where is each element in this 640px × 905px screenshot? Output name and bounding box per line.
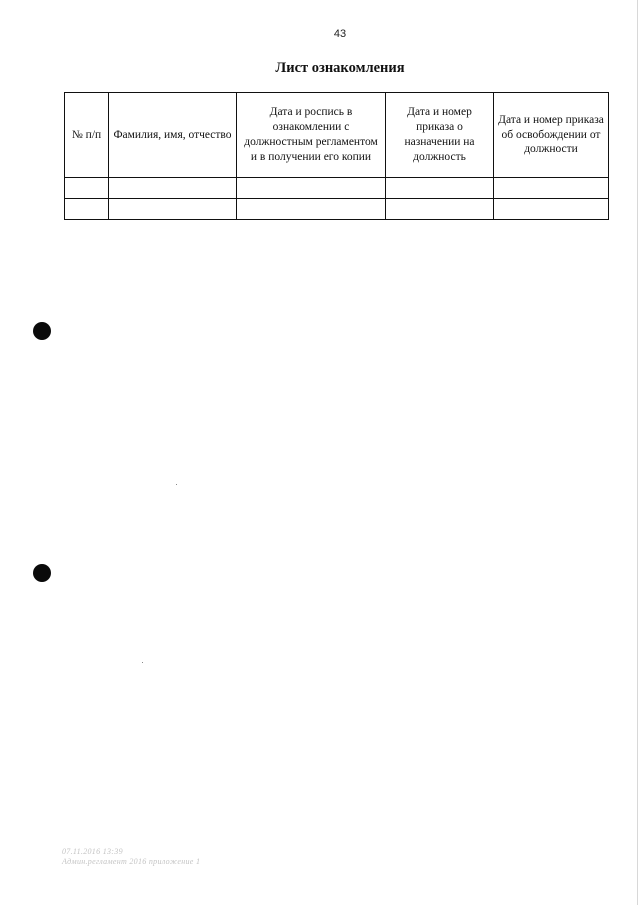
page-title: Лист ознакомления — [275, 60, 405, 76]
scan-speck — [142, 662, 143, 663]
page-edge — [637, 0, 638, 905]
table-cell — [237, 199, 386, 220]
table-cell — [109, 199, 237, 220]
header-full-name: Фамилия, имя, отчество — [109, 93, 237, 178]
table-header-row — [65, 93, 609, 178]
table-row — [65, 178, 609, 199]
header-signature-date: Дата и роспись в ознакомлении с должностным регламентом и в получении его копии — [237, 93, 386, 178]
table-cell — [494, 178, 609, 199]
scan-stamp-line: Админ.регламент 2016 приложение 1 — [62, 857, 201, 866]
scan-speck — [176, 484, 177, 485]
table-cell — [494, 199, 609, 220]
table-cell — [65, 199, 109, 220]
scan-stamp-line: 07.11.2016 13:39 — [62, 847, 123, 856]
table-cell — [386, 199, 494, 220]
acknowledgement-table — [64, 92, 609, 220]
table-cell — [386, 178, 494, 199]
table-cell — [237, 178, 386, 199]
table-row — [65, 199, 609, 220]
punch-hole-icon — [33, 564, 51, 582]
table-cell — [109, 178, 237, 199]
header-appointment-order: Дата и номер приказа о назначении на должность — [386, 93, 494, 178]
header-number: № п/п — [65, 93, 109, 178]
table-cell — [65, 178, 109, 199]
punch-hole-icon — [33, 322, 51, 340]
header-dismissal-order: Дата и номер приказа об освобождении от должности — [494, 93, 609, 178]
page-number: 43 — [333, 28, 347, 40]
